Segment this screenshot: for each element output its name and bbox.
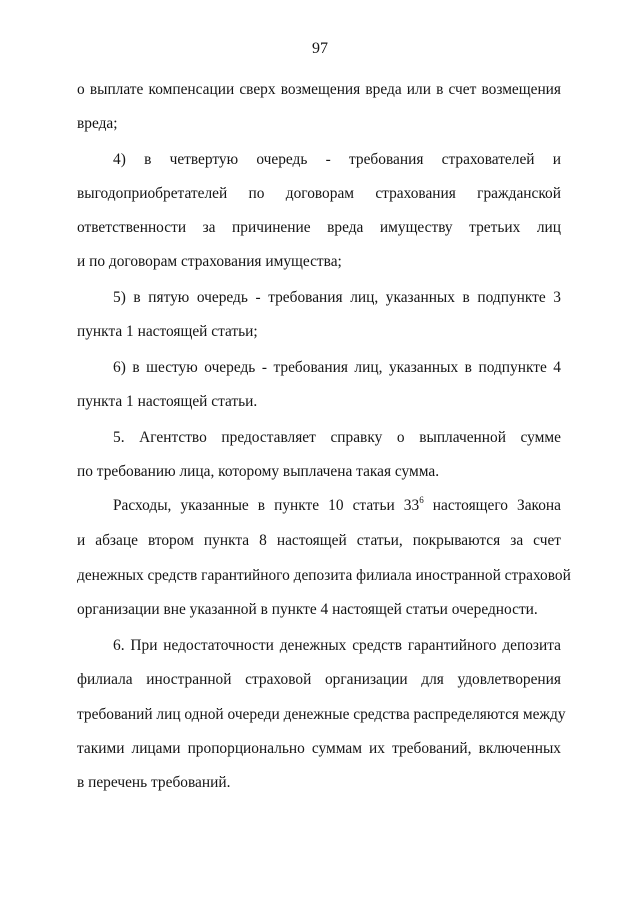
text-line — [113, 497, 561, 515]
text-line: такими лицами пропорционально суммам их требований, включенных — [77, 740, 561, 757]
text-line: и абзаце втором пункта 8 настоящей статьи, покрываются за счет — [77, 532, 561, 549]
text-line: выгодоприобретателей по договорам страхования гражданской — [77, 185, 561, 202]
text-line: 5. Агентство предоставляет справку о выплаченной сумме — [113, 429, 561, 446]
text-line: ответственности за причинение вреда имуществу третьих лиц — [77, 219, 561, 236]
text-line: 4) в четвертую очередь - требования страхователей и — [113, 151, 561, 168]
text-fragment: настоящего Закона — [423, 497, 561, 514]
superscript-number: 6 — [419, 495, 424, 505]
text-line: по требованию лица, которому выплачена такая сумма. — [77, 463, 440, 480]
text-line: пункта 1 настоящей статьи; — [77, 323, 258, 340]
text-line: организации вне указанной в пункте 4 настоящей статьи очередности. — [77, 601, 538, 618]
text-line: о выплате компенсации сверх возмещения вреда или в счет возмещения — [77, 81, 561, 98]
text-line: вреда; — [77, 115, 118, 132]
text-line: в перечень требований. — [77, 774, 231, 791]
text-line: требований лиц одной очереди денежные средства распределяются между — [77, 706, 566, 723]
text-line: и по договорам страхования имущества; — [77, 253, 342, 270]
text-line: денежных средств гарантийного депозита филиала иностранной страховой — [77, 567, 571, 584]
text-line: 5) в пятую очередь - требования лиц, указанных в подпункте 3 — [113, 289, 561, 306]
text-fragment: Расходы, указанные в пункте 10 статьи 33 — [113, 497, 420, 514]
text-line: пункта 1 настоящей статьи. — [77, 393, 258, 410]
text-line: 6. При недостаточности денежных средств гарантийного депозита — [113, 637, 561, 654]
text-line: 6) в шестую очередь - требования лиц, указанных в подпункте 4 — [113, 359, 561, 376]
text-line: филиала иностранной страховой организации для удовлетворения — [77, 671, 561, 688]
page-number: 97 — [312, 40, 328, 57]
